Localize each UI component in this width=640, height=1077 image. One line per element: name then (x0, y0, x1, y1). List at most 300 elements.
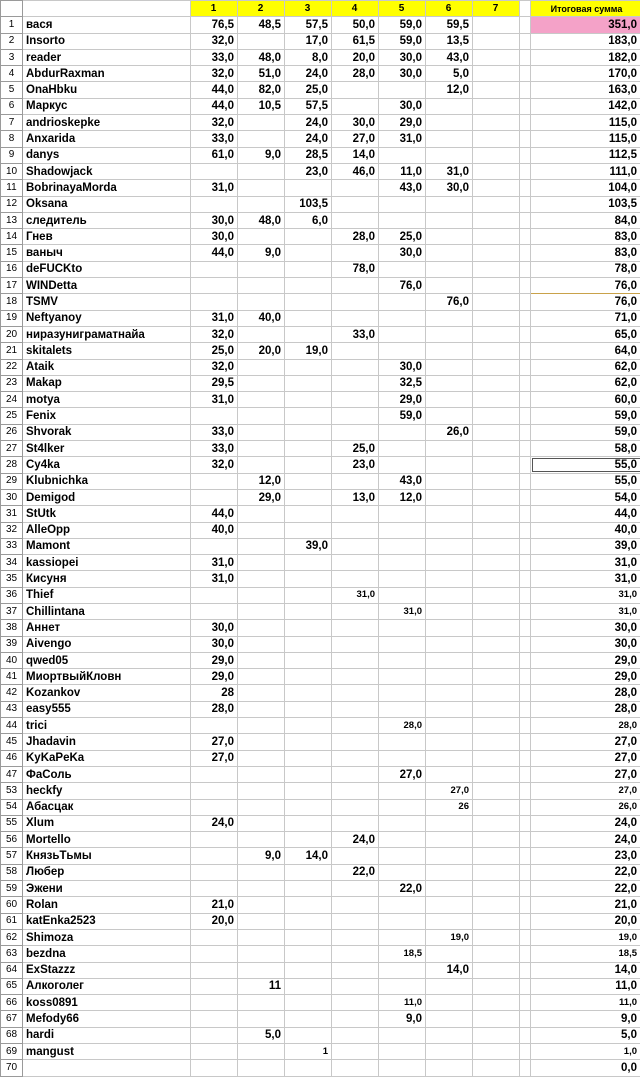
score-cell-col-1[interactable]: 28 (191, 685, 238, 701)
score-cell-col-4[interactable]: 14,0 (332, 147, 379, 163)
header-col-3[interactable]: 3 (285, 1, 332, 17)
score-cell-col-4[interactable]: 22,0 (332, 864, 379, 880)
score-cell-col-1[interactable]: 32,0 (191, 33, 238, 49)
total-cell[interactable]: 31,0 (531, 571, 640, 587)
score-cell-col-4[interactable] (332, 995, 379, 1011)
score-cell-col-7[interactable] (473, 180, 520, 196)
score-cell-col-5[interactable]: 43,0 (379, 473, 426, 489)
score-cell-col-5[interactable] (379, 962, 426, 978)
total-cell[interactable]: 28,0 (531, 701, 640, 717)
score-cell-col-1[interactable]: 20,0 (191, 913, 238, 929)
score-cell-col-7[interactable] (473, 196, 520, 212)
score-cell-col-1[interactable] (191, 408, 238, 424)
score-cell-col-2[interactable] (238, 555, 285, 571)
row-number[interactable]: 6 (1, 98, 23, 114)
score-cell-col-5[interactable]: 76,0 (379, 278, 426, 294)
row-number[interactable]: 25 (1, 408, 23, 424)
total-cell[interactable]: 78,0 (531, 261, 640, 277)
player-name-cell[interactable]: koss0891 (23, 995, 191, 1011)
score-cell-col-6[interactable]: 5,0 (426, 66, 473, 82)
player-name-cell[interactable]: Xlum (23, 815, 191, 831)
player-name-cell[interactable]: Shadowjack (23, 163, 191, 179)
total-cell[interactable]: 59,0 (531, 408, 640, 424)
player-name-cell[interactable]: Shimoza (23, 929, 191, 945)
player-name-cell[interactable]: easy555 (23, 701, 191, 717)
total-cell[interactable]: 24,0 (531, 815, 640, 831)
score-cell-col-3[interactable]: 6,0 (285, 212, 332, 228)
score-cell-col-6[interactable] (426, 359, 473, 375)
gap-cell[interactable] (520, 766, 531, 782)
row-number[interactable]: 28 (1, 457, 23, 473)
player-name-cell[interactable]: Любер (23, 864, 191, 880)
score-cell-col-5[interactable]: 43,0 (379, 180, 426, 196)
total-cell[interactable]: 21,0 (531, 897, 640, 913)
score-cell-col-5[interactable] (379, 82, 426, 98)
score-cell-col-3[interactable] (285, 424, 332, 440)
gap-cell[interactable] (520, 587, 531, 603)
row-number[interactable]: 2 (1, 33, 23, 49)
score-cell-col-7[interactable] (473, 424, 520, 440)
score-cell-col-3[interactable]: 24,0 (285, 115, 332, 131)
row-number[interactable]: 21 (1, 343, 23, 359)
score-cell-col-2[interactable] (238, 506, 285, 522)
score-cell-col-7[interactable] (473, 1011, 520, 1027)
score-cell-col-6[interactable] (426, 718, 473, 734)
score-cell-col-3[interactable] (285, 489, 332, 505)
row-number[interactable]: 34 (1, 555, 23, 571)
row-number[interactable]: 67 (1, 1011, 23, 1027)
score-cell-col-5[interactable] (379, 832, 426, 848)
gap-cell[interactable] (520, 294, 531, 310)
score-cell-col-5[interactable] (379, 864, 426, 880)
score-cell-col-7[interactable] (473, 978, 520, 994)
player-name-cell[interactable]: katEnka2523 (23, 913, 191, 929)
score-cell-col-2[interactable] (238, 587, 285, 603)
row-number[interactable]: 33 (1, 538, 23, 554)
score-cell-col-1[interactable]: 29,0 (191, 652, 238, 668)
score-cell-col-6[interactable] (426, 212, 473, 228)
score-cell-col-1[interactable] (191, 946, 238, 962)
score-cell-col-4[interactable] (332, 98, 379, 114)
score-cell-col-3[interactable] (285, 1060, 332, 1076)
score-cell-col-2[interactable]: 48,0 (238, 212, 285, 228)
score-cell-col-3[interactable] (285, 473, 332, 489)
score-cell-col-7[interactable] (473, 522, 520, 538)
header-col-5[interactable]: 5 (379, 1, 426, 17)
score-cell-col-2[interactable] (238, 685, 285, 701)
score-cell-col-5[interactable] (379, 783, 426, 799)
score-cell-col-1[interactable] (191, 848, 238, 864)
score-cell-col-7[interactable] (473, 718, 520, 734)
score-cell-col-7[interactable] (473, 506, 520, 522)
total-cell[interactable]: 183,0 (531, 33, 640, 49)
score-cell-col-6[interactable]: 30,0 (426, 180, 473, 196)
score-cell-col-1[interactable] (191, 1044, 238, 1060)
score-cell-col-1[interactable] (191, 978, 238, 994)
row-number[interactable]: 53 (1, 783, 23, 799)
score-cell-col-2[interactable]: 20,0 (238, 343, 285, 359)
total-cell[interactable]: 44,0 (531, 506, 640, 522)
gap-cell[interactable] (520, 603, 531, 619)
gap-cell[interactable] (520, 261, 531, 277)
total-cell[interactable]: 29,0 (531, 669, 640, 685)
gap-cell[interactable] (520, 864, 531, 880)
score-cell-col-4[interactable] (332, 1011, 379, 1027)
score-cell-col-5[interactable] (379, 848, 426, 864)
row-number[interactable]: 40 (1, 652, 23, 668)
score-cell-col-7[interactable] (473, 799, 520, 815)
score-cell-col-7[interactable] (473, 881, 520, 897)
score-cell-col-6[interactable] (426, 734, 473, 750)
score-cell-col-2[interactable]: 51,0 (238, 66, 285, 82)
score-cell-col-3[interactable]: 39,0 (285, 538, 332, 554)
score-cell-col-3[interactable]: 8,0 (285, 49, 332, 65)
score-cell-col-3[interactable] (285, 881, 332, 897)
score-cell-col-3[interactable]: 28,5 (285, 147, 332, 163)
total-cell[interactable]: 27,0 (531, 734, 640, 750)
score-cell-col-5[interactable] (379, 734, 426, 750)
total-cell[interactable]: 28,0 (531, 718, 640, 734)
gap-cell[interactable] (520, 962, 531, 978)
gap-cell[interactable] (520, 832, 531, 848)
score-cell-col-6[interactable]: 14,0 (426, 962, 473, 978)
score-cell-col-5[interactable] (379, 1027, 426, 1043)
player-name-cell[interactable]: Маркус (23, 98, 191, 114)
score-cell-col-7[interactable] (473, 701, 520, 717)
score-cell-col-6[interactable] (426, 131, 473, 147)
score-cell-col-6[interactable] (426, 506, 473, 522)
score-cell-col-3[interactable] (285, 815, 332, 831)
score-cell-col-4[interactable] (332, 82, 379, 98)
total-cell[interactable]: 84,0 (531, 212, 640, 228)
score-cell-col-3[interactable] (285, 832, 332, 848)
score-cell-col-7[interactable] (473, 82, 520, 98)
score-cell-col-5[interactable]: 30,0 (379, 66, 426, 82)
score-cell-col-6[interactable] (426, 603, 473, 619)
score-cell-col-7[interactable] (473, 783, 520, 799)
score-cell-col-3[interactable] (285, 180, 332, 196)
score-cell-col-7[interactable] (473, 229, 520, 245)
score-cell-col-4[interactable] (332, 555, 379, 571)
score-cell-col-1[interactable]: 21,0 (191, 897, 238, 913)
score-cell-col-2[interactable] (238, 131, 285, 147)
score-cell-col-4[interactable] (332, 212, 379, 228)
player-name-cell[interactable]: BobrinayaMorda (23, 180, 191, 196)
score-cell-col-7[interactable] (473, 620, 520, 636)
score-cell-col-3[interactable] (285, 587, 332, 603)
score-cell-col-3[interactable]: 57,5 (285, 17, 332, 33)
score-cell-col-6[interactable] (426, 995, 473, 1011)
player-name-cell[interactable]: St4lker (23, 441, 191, 457)
score-cell-col-7[interactable] (473, 33, 520, 49)
row-number[interactable]: 43 (1, 701, 23, 717)
row-number[interactable]: 35 (1, 571, 23, 587)
score-cell-col-2[interactable] (238, 457, 285, 473)
gap-cell[interactable] (520, 66, 531, 82)
score-cell-col-6[interactable] (426, 147, 473, 163)
gap-cell[interactable] (520, 408, 531, 424)
score-cell-col-7[interactable] (473, 408, 520, 424)
score-cell-col-7[interactable] (473, 261, 520, 277)
row-number[interactable]: 10 (1, 163, 23, 179)
total-cell[interactable]: 111,0 (531, 163, 640, 179)
row-number[interactable]: 54 (1, 799, 23, 815)
row-number[interactable]: 56 (1, 832, 23, 848)
score-cell-col-6[interactable] (426, 343, 473, 359)
score-cell-col-6[interactable] (426, 848, 473, 864)
score-cell-col-5[interactable]: 59,0 (379, 17, 426, 33)
score-cell-col-7[interactable] (473, 98, 520, 114)
score-cell-col-5[interactable] (379, 750, 426, 766)
score-cell-col-5[interactable] (379, 294, 426, 310)
score-cell-col-1[interactable]: 30,0 (191, 229, 238, 245)
score-cell-col-2[interactable] (238, 718, 285, 734)
row-number[interactable]: 57 (1, 848, 23, 864)
gap-cell[interactable] (520, 180, 531, 196)
player-name-cell[interactable]: Insorto (23, 33, 191, 49)
player-name-cell[interactable]: trici (23, 718, 191, 734)
row-number[interactable]: 14 (1, 229, 23, 245)
score-cell-col-5[interactable]: 27,0 (379, 766, 426, 782)
player-name-cell[interactable]: heckfy (23, 783, 191, 799)
score-cell-col-6[interactable] (426, 408, 473, 424)
row-number[interactable]: 58 (1, 864, 23, 880)
score-cell-col-1[interactable]: 76,5 (191, 17, 238, 33)
score-cell-col-1[interactable]: 27,0 (191, 734, 238, 750)
score-cell-col-1[interactable] (191, 603, 238, 619)
gap-cell[interactable] (520, 978, 531, 994)
score-cell-col-1[interactable]: 33,0 (191, 131, 238, 147)
score-cell-col-6[interactable] (426, 522, 473, 538)
score-cell-col-1[interactable] (191, 929, 238, 945)
score-cell-col-4[interactable] (332, 848, 379, 864)
total-cell[interactable]: 115,0 (531, 131, 640, 147)
score-cell-col-3[interactable] (285, 375, 332, 391)
score-cell-col-5[interactable] (379, 506, 426, 522)
score-cell-col-4[interactable] (332, 424, 379, 440)
gap-cell[interactable] (520, 131, 531, 147)
score-cell-col-5[interactable] (379, 457, 426, 473)
score-cell-col-6[interactable]: 43,0 (426, 49, 473, 65)
gap-cell[interactable] (520, 98, 531, 114)
total-cell[interactable]: 5,0 (531, 1027, 640, 1043)
score-cell-col-3[interactable] (285, 603, 332, 619)
player-name-cell[interactable]: Rolan (23, 897, 191, 913)
score-cell-col-3[interactable] (285, 913, 332, 929)
score-cell-col-1[interactable] (191, 294, 238, 310)
total-cell[interactable]: 31,0 (531, 587, 640, 603)
score-cell-col-4[interactable] (332, 783, 379, 799)
score-cell-col-4[interactable] (332, 652, 379, 668)
gap-cell[interactable] (520, 1027, 531, 1043)
player-name-cell[interactable]: Oksana (23, 196, 191, 212)
row-number[interactable]: 36 (1, 587, 23, 603)
score-cell-col-2[interactable] (238, 278, 285, 294)
score-cell-col-4[interactable]: 46,0 (332, 163, 379, 179)
player-name-cell[interactable]: TSMV (23, 294, 191, 310)
score-cell-col-3[interactable]: 103,5 (285, 196, 332, 212)
row-number[interactable]: 12 (1, 196, 23, 212)
score-cell-col-2[interactable] (238, 392, 285, 408)
gap-cell[interactable] (520, 815, 531, 831)
score-cell-col-7[interactable] (473, 278, 520, 294)
score-cell-col-3[interactable] (285, 457, 332, 473)
player-name-cell[interactable]: reader (23, 49, 191, 65)
score-cell-col-5[interactable] (379, 685, 426, 701)
gap-cell[interactable] (520, 441, 531, 457)
score-cell-col-1[interactable] (191, 718, 238, 734)
score-cell-col-7[interactable] (473, 848, 520, 864)
score-cell-col-5[interactable] (379, 620, 426, 636)
score-cell-col-3[interactable]: 24,0 (285, 131, 332, 147)
score-cell-col-4[interactable] (332, 408, 379, 424)
score-cell-col-4[interactable] (332, 310, 379, 326)
score-cell-col-4[interactable] (332, 718, 379, 734)
total-cell[interactable]: 24,0 (531, 832, 640, 848)
score-cell-col-4[interactable] (332, 685, 379, 701)
row-number[interactable]: 42 (1, 685, 23, 701)
score-cell-col-4[interactable] (332, 978, 379, 994)
score-cell-col-2[interactable] (238, 196, 285, 212)
score-cell-col-3[interactable] (285, 897, 332, 913)
gap-cell[interactable] (520, 995, 531, 1011)
score-cell-col-5[interactable]: 9,0 (379, 1011, 426, 1027)
score-cell-col-7[interactable] (473, 734, 520, 750)
score-cell-col-4[interactable]: 27,0 (332, 131, 379, 147)
score-cell-col-6[interactable]: 31,0 (426, 163, 473, 179)
score-cell-col-3[interactable]: 14,0 (285, 848, 332, 864)
gap-cell[interactable] (520, 82, 531, 98)
score-cell-col-6[interactable]: 12,0 (426, 82, 473, 98)
gap-cell[interactable] (520, 212, 531, 228)
score-cell-col-3[interactable]: 19,0 (285, 343, 332, 359)
score-cell-col-3[interactable] (285, 229, 332, 245)
score-cell-col-1[interactable] (191, 489, 238, 505)
score-cell-col-2[interactable] (238, 603, 285, 619)
score-cell-col-1[interactable]: 31,0 (191, 571, 238, 587)
player-name-cell[interactable]: OnaHbku (23, 82, 191, 98)
score-cell-col-2[interactable] (238, 766, 285, 782)
player-name-cell[interactable]: Neftyanoy (23, 310, 191, 326)
gap-cell[interactable] (520, 555, 531, 571)
player-name-cell[interactable]: Chillintana (23, 603, 191, 619)
score-cell-col-4[interactable]: 20,0 (332, 49, 379, 65)
score-cell-col-5[interactable] (379, 636, 426, 652)
score-cell-col-6[interactable] (426, 196, 473, 212)
score-cell-col-3[interactable] (285, 1011, 332, 1027)
row-number[interactable]: 17 (1, 278, 23, 294)
gap-cell[interactable] (520, 278, 531, 294)
player-name-cell[interactable]: Аннет (23, 620, 191, 636)
score-cell-col-3[interactable]: 17,0 (285, 33, 332, 49)
gap-cell[interactable] (520, 750, 531, 766)
score-cell-col-2[interactable] (238, 538, 285, 554)
score-cell-col-2[interactable] (238, 261, 285, 277)
score-cell-col-6[interactable]: 59,5 (426, 17, 473, 33)
score-cell-col-6[interactable]: 13,5 (426, 33, 473, 49)
player-name-cell[interactable]: Алкоголег (23, 978, 191, 994)
score-cell-col-1[interactable]: 29,0 (191, 669, 238, 685)
score-cell-col-4[interactable] (332, 245, 379, 261)
score-cell-col-3[interactable] (285, 978, 332, 994)
total-cell[interactable]: 1,0 (531, 1044, 640, 1060)
score-cell-col-5[interactable] (379, 522, 426, 538)
score-cell-col-7[interactable] (473, 489, 520, 505)
score-cell-col-6[interactable] (426, 832, 473, 848)
total-cell[interactable]: 59,0 (531, 424, 640, 440)
score-cell-col-1[interactable]: 44,0 (191, 245, 238, 261)
score-cell-col-5[interactable]: 11,0 (379, 995, 426, 1011)
score-cell-col-4[interactable] (332, 913, 379, 929)
player-name-cell[interactable]: mangust (23, 1044, 191, 1060)
row-number[interactable]: 31 (1, 506, 23, 522)
score-cell-col-2[interactable] (238, 669, 285, 685)
score-cell-col-2[interactable] (238, 636, 285, 652)
score-cell-col-4[interactable] (332, 278, 379, 294)
gap-cell[interactable] (520, 929, 531, 945)
player-name-cell[interactable]: Anxarida (23, 131, 191, 147)
score-cell-col-1[interactable] (191, 278, 238, 294)
gap-cell[interactable] (520, 783, 531, 799)
score-cell-col-5[interactable] (379, 669, 426, 685)
score-cell-col-7[interactable] (473, 457, 520, 473)
row-number[interactable]: 60 (1, 897, 23, 913)
score-cell-col-7[interactable] (473, 343, 520, 359)
score-cell-col-3[interactable]: 1 (285, 1044, 332, 1060)
score-cell-col-5[interactable] (379, 701, 426, 717)
score-cell-col-4[interactable]: 50,0 (332, 17, 379, 33)
score-cell-col-3[interactable] (285, 310, 332, 326)
player-name-cell[interactable]: Demigod (23, 489, 191, 505)
score-cell-col-1[interactable]: 31,0 (191, 310, 238, 326)
score-cell-col-2[interactable] (238, 815, 285, 831)
total-cell[interactable]: 20,0 (531, 913, 640, 929)
score-cell-col-2[interactable] (238, 115, 285, 131)
row-number[interactable]: 38 (1, 620, 23, 636)
score-cell-col-2[interactable] (238, 832, 285, 848)
score-cell-col-6[interactable] (426, 489, 473, 505)
score-cell-col-3[interactable] (285, 326, 332, 342)
gap-cell[interactable] (520, 326, 531, 342)
row-number[interactable]: 24 (1, 392, 23, 408)
score-cell-col-7[interactable] (473, 652, 520, 668)
score-cell-col-1[interactable] (191, 163, 238, 179)
total-cell[interactable]: 104,0 (531, 180, 640, 196)
score-cell-col-2[interactable] (238, 326, 285, 342)
total-cell[interactable]: 60,0 (531, 392, 640, 408)
header-col-6[interactable]: 6 (426, 1, 473, 17)
score-cell-col-3[interactable] (285, 734, 332, 750)
score-cell-col-7[interactable] (473, 49, 520, 65)
header-col-4[interactable]: 4 (332, 1, 379, 17)
score-cell-col-1[interactable] (191, 832, 238, 848)
score-cell-col-2[interactable] (238, 375, 285, 391)
score-cell-col-6[interactable] (426, 310, 473, 326)
score-cell-col-6[interactable] (426, 897, 473, 913)
score-cell-col-2[interactable]: 82,0 (238, 82, 285, 98)
gap-cell[interactable] (520, 310, 531, 326)
score-cell-col-1[interactable]: 27,0 (191, 750, 238, 766)
score-cell-col-7[interactable] (473, 587, 520, 603)
row-number[interactable]: 8 (1, 131, 23, 147)
score-cell-col-6[interactable] (426, 375, 473, 391)
score-cell-col-1[interactable] (191, 1027, 238, 1043)
score-cell-col-3[interactable] (285, 636, 332, 652)
corner-cell[interactable] (1, 1, 23, 17)
header-total[interactable]: Итоговая сумма (531, 1, 640, 17)
score-cell-col-1[interactable]: 33,0 (191, 441, 238, 457)
score-cell-col-1[interactable] (191, 1011, 238, 1027)
